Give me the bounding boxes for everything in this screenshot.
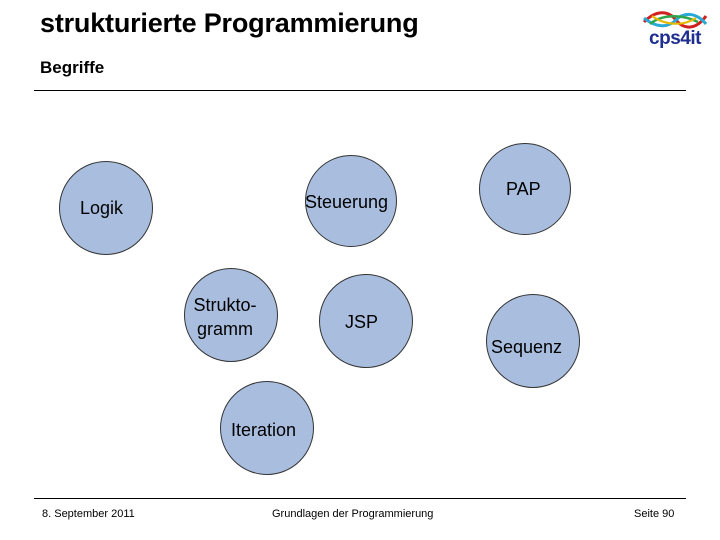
footer-divider [34, 498, 686, 499]
footer-page-number: Seite 90 [634, 508, 675, 520]
node-struktogramm-label-line1: Strukto- [193, 295, 257, 315]
node-struktogramm-label-line2: gramm [196, 319, 253, 339]
node-jsp-label: JSP [345, 312, 379, 332]
page-title: strukturierte Programmierung [40, 8, 419, 38]
node-pap-label: PAP [506, 179, 541, 199]
page-subtitle: Begriffe [40, 58, 105, 77]
footer-date: 8. September 2011 [42, 508, 135, 520]
node-logik-label: Logik [80, 198, 124, 218]
header-divider [34, 90, 686, 91]
logo-text: cps4it [649, 28, 701, 49]
footer-title: Grundlagen der Programmierung [272, 508, 434, 520]
node-sequenz-label: Sequenz [491, 337, 563, 357]
cps4it-logo [638, 10, 710, 50]
node-iteration-label: Iteration [231, 420, 297, 440]
node-steuerung-label: Steuerung [305, 192, 389, 212]
